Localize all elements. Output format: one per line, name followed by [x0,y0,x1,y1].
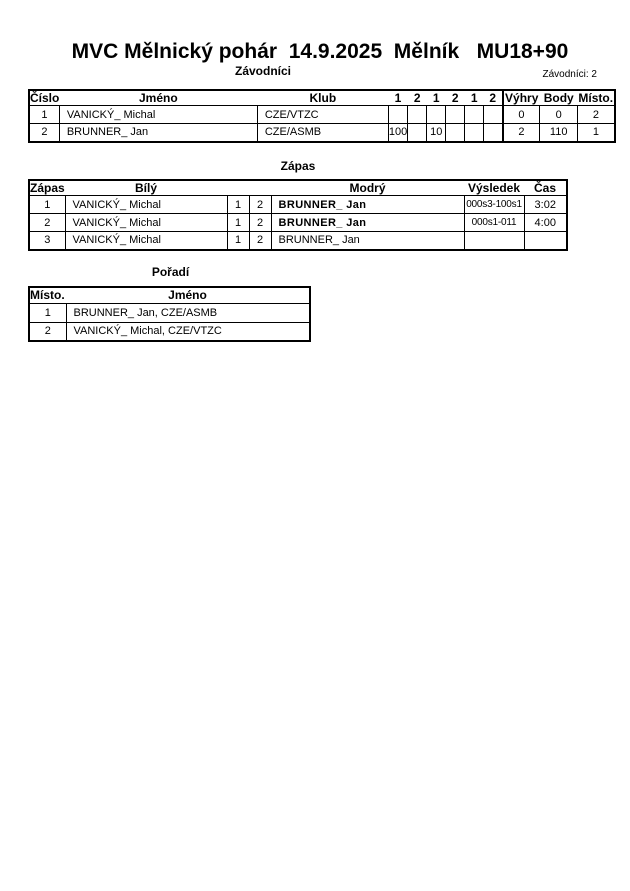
table-row [29,196,567,214]
blue-competitor: BRUNNER_ Jan [271,232,464,250]
wins-cell: 0 [503,106,540,124]
wins-cell: 2 [503,124,540,142]
col-header-club: Klub [309,91,337,105]
table-row [29,232,567,250]
competitors-header-row [29,90,615,106]
score-cell [408,106,427,124]
ranking-table [28,286,311,342]
competitor-club: CZE/ASMB [257,124,388,142]
match-number: 1 [29,196,65,214]
col-header-place: Místo. [578,91,614,105]
time-cell: 4:00 [524,214,567,232]
col-header-place: Místo. [30,288,65,303]
matches-header-row [29,180,567,196]
col-header-points: Body [543,91,574,105]
score-cell [465,106,484,124]
blue-draw-number: 2 [249,232,271,250]
score-cell [484,106,503,124]
page-title: MVC Mělnický pohár 14.9.2025 Mělník MU18+90 [71,40,569,63]
white-competitor: VANICKÝ_ Michal [65,232,227,250]
table-row [29,106,615,124]
rank-name: VANICKÝ_ Michal, CZE/VTZC [66,322,310,341]
score-cell: 100 [388,124,407,142]
col-header-round: 1 [432,91,440,105]
score-cell [408,124,427,142]
white-competitor: VANICKÝ_ Michal [65,214,227,232]
col-header-wins: Výhry [503,90,540,106]
place-cell: 2 [578,106,615,124]
section-title-ranking: Pořadí [151,265,190,279]
white-draw-number: 1 [227,232,249,250]
rank-place: 1 [29,303,66,322]
score-cell [446,106,465,124]
col-header-round: 2 [451,91,459,105]
blue-draw-number: 2 [249,214,271,232]
white-competitor: VANICKÝ_ Michal [65,196,227,214]
result-cell: 000s1-011 [464,214,524,232]
col-header-name: Jméno [168,288,207,303]
place-cell: 1 [578,124,615,142]
competitors-table [28,89,616,143]
time-cell [524,232,567,250]
table-row [29,303,310,322]
col-header-round: 1 [470,91,478,105]
score-cell [484,124,503,142]
competitor-name: VANICKÝ_ Michal [59,106,257,124]
col-header-time: Čas [533,181,556,195]
col-header-number: Číslo [30,91,60,105]
competitors-count-label: Závodníci: 2 [542,69,597,80]
competitor-number: 1 [29,106,59,124]
match-number: 2 [29,214,65,232]
points-cell: 110 [540,124,578,142]
result-cell [464,232,524,250]
table-row [29,322,310,341]
white-draw-number: 1 [227,196,249,214]
col-header-round: 2 [413,91,421,105]
table-row [29,214,567,232]
col-header-round: 1 [394,91,402,105]
col-header-name: Jméno [139,91,178,105]
match-number: 3 [29,232,65,250]
col-header-round: 2 [489,91,497,105]
col-header-white: Bílý [134,181,157,195]
competitor-number: 2 [29,124,59,142]
ranking-header-row [29,287,310,303]
score-cell [465,124,484,142]
blue-competitor: BRUNNER_ Jan [271,196,464,214]
section-title-matches: Zápas [280,159,316,173]
points-cell: 0 [540,106,578,124]
time-cell: 3:02 [524,196,567,214]
score-cell [446,124,465,142]
table-row [29,124,615,142]
result-cell: 000s3-100s1 [464,196,524,214]
col-header-match: Zápas [30,181,65,195]
section-title-competitors: Závodníci [234,64,291,78]
score-cell [427,106,446,124]
competitor-name: BRUNNER_ Jan [59,124,257,142]
matches-table [28,179,568,251]
white-draw-number: 1 [227,214,249,232]
competitor-club: CZE/VTZC [257,106,388,124]
rank-name: BRUNNER_ Jan, CZE/ASMB [66,303,310,322]
blue-competitor: BRUNNER_ Jan [271,214,464,232]
col-header-result: Výsledek [467,181,521,195]
col-header-empty [227,180,249,196]
col-header-blue: Modrý [349,181,386,195]
rank-place: 2 [29,322,66,341]
score-cell [388,106,407,124]
col-header-empty [249,180,271,196]
score-cell: 10 [427,124,446,142]
blue-draw-number: 2 [249,196,271,214]
